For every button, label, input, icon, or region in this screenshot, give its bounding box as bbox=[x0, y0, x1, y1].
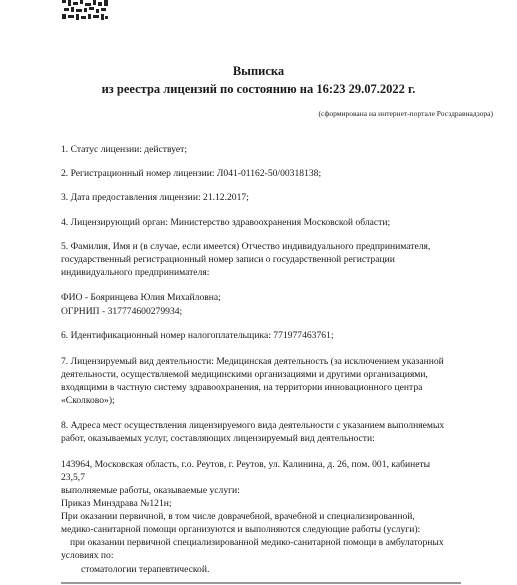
care-line-5: стоматологии терапевтической. bbox=[81, 564, 210, 575]
taxpayer-id: 6. Идентификационный номер налогоплательщика: 771977463761; bbox=[61, 330, 334, 341]
cut-off-next-line bbox=[61, 577, 481, 585]
document-subtitle: из реестра лицензий по состоянию на 16:23 29.07.2022 г. bbox=[101, 82, 416, 96]
address-line-1: 143964, Московская область, г.о. Реутов, г. Реутов, ул. Калинина, д. 26, пом. 001, кабинеты bbox=[61, 459, 431, 470]
entrepreneur-heading-line-3: индивидуального предпринимателя: bbox=[61, 267, 210, 278]
entrepreneur-fio: ФИО - Бояринцева Юлия Михайловна; bbox=[61, 292, 221, 303]
license-issue-date: 3. Дата предоставления лицензии: 21.12.2017; bbox=[61, 192, 249, 203]
source-note: (сформирована на интернет-портале Росздравнадзора) bbox=[318, 109, 493, 118]
care-line-2: медико-санитарной помощи организуются и выполняются следующие работы (услуги): bbox=[61, 524, 421, 535]
care-line-1: При оказании первичной, в том числе доврачебной, врачебной и специализированной, bbox=[61, 511, 415, 522]
entrepreneur-heading-line-1: 5. Фамилия, Имя и (в случае, если имеется) Отчество индивидуального предпринимателя, bbox=[61, 241, 431, 252]
activity-line-4: «Сколково»); bbox=[61, 395, 115, 406]
works-title: выполняемые работы, оказываемые услуги: bbox=[61, 485, 240, 496]
address-line-2: 23,5,7 bbox=[61, 472, 85, 483]
license-status: 1. Статус лицензии: действует; bbox=[61, 144, 187, 155]
addresses-heading-line-2: работ, оказываемых услуг, составляющих лицензируемый вид деятельности: bbox=[61, 433, 375, 444]
entrepreneur-heading-line-2: государственный регистрационный номер записи о государственной регистрации bbox=[61, 254, 395, 265]
licensing-authority: 4. Лицензирующий орган: Министерство здравоохранения Московской области; bbox=[61, 217, 391, 228]
care-line-4: условиях по: bbox=[61, 550, 114, 561]
entrepreneur-ogrnip: ОГРНИП - 317774600279934; bbox=[61, 306, 183, 317]
qr-code bbox=[62, 0, 108, 22]
order-reference: Приказ Минздрава №121н; bbox=[61, 498, 172, 509]
addresses-heading-line-1: 8. Адреса мест осуществления лицензируемого вида деятельности с указанием выполняемых bbox=[61, 420, 445, 431]
activity-line-2: деятельности, осуществляемой медицинскими организациями и другими организациями, bbox=[61, 369, 428, 380]
activity-line-3: входящими в частную систему здравоохранения, на территории инновационного центра bbox=[61, 382, 423, 393]
activity-line-1: 7. Лицензируемый вид деятельности: Медицинская деятельность (за исключением указанной bbox=[61, 356, 444, 367]
care-line-3: при оказании первичной специализированной медико-санитарной помощи в амбулаторных bbox=[70, 537, 444, 548]
document-title: Выписка bbox=[232, 64, 285, 78]
license-reg-number: 2. Регистрационный номер лицензии: Л041-01162-50/00318138; bbox=[61, 168, 322, 179]
